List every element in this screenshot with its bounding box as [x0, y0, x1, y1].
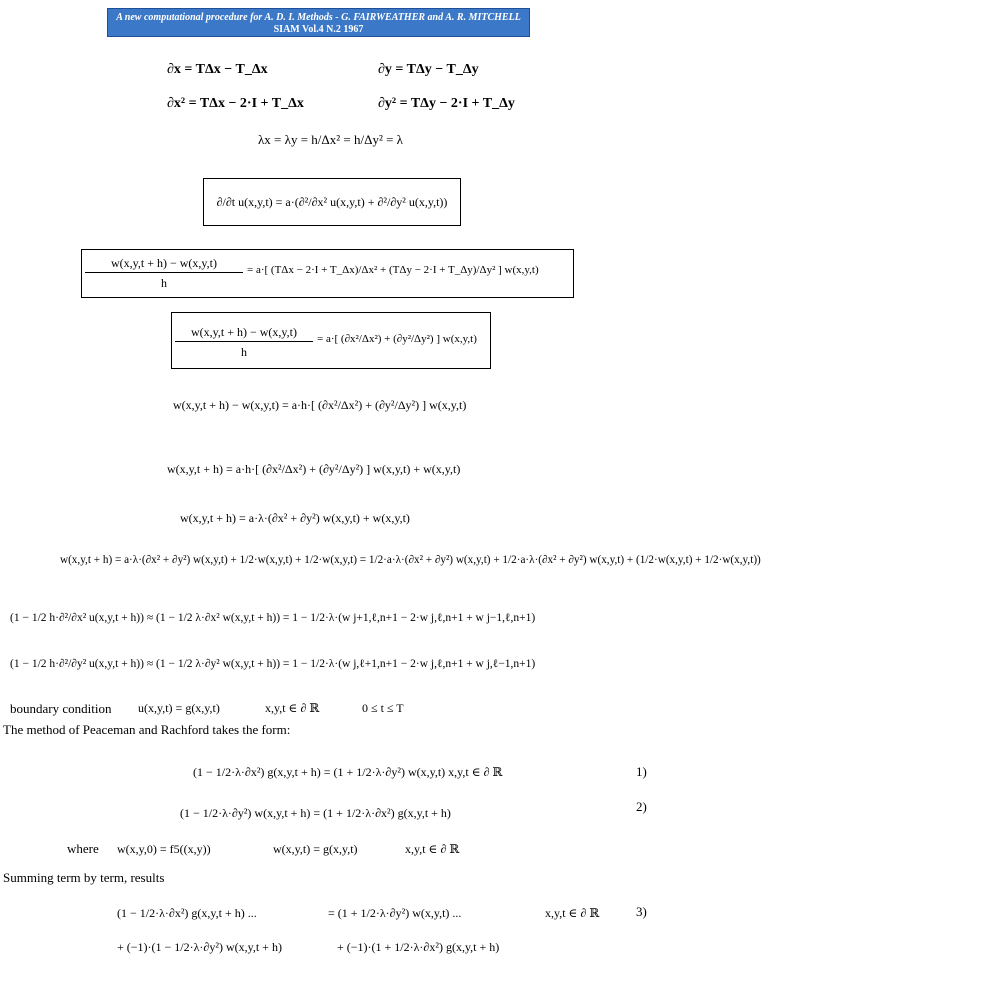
paper-reference: SIAM Vol.4 N.2 1967	[273, 24, 364, 35]
fraction-bar	[85, 272, 243, 273]
discretization-4: w(x,y,t + h) = a·h·[ (∂x²/Δx²) + (∂y²/Δy²) ] w(x,y,t) + w(x,y,t)	[167, 462, 461, 476]
lambda-definition: λx = λy = h/Δx² = h/Δy² = λ	[258, 132, 403, 147]
operator-dx: ∂x = TΔx − T_Δx	[167, 62, 268, 77]
equation-number-2: 2)	[636, 799, 647, 814]
difference-numerator: w(x,y,t + h) − w(x,y,t)	[111, 256, 217, 270]
summing-line2-left: + (−1)·(1 − 1/2·λ·∂y²) w(x,y,t + h)	[117, 940, 282, 954]
difference-denominator-2: h	[241, 345, 247, 359]
operator-expansion: = a·[ (TΔx − 2·I + T_Δx)/Δx² + (TΔy − 2·I + T_Δy)/Δy² ] w(x,y,t)	[247, 264, 539, 276]
initial-condition: w(x,y,0) = f5((x,y))	[117, 842, 211, 856]
summing-line2-right: + (−1)·(1 + 1/2·λ·∂x²) g(x,y,t + h)	[337, 940, 500, 954]
heat-equation: ∂/∂t u(x,y,t) = a·(∂²/∂x² u(x,y,t) + ∂²/∂y² u(x,y,t))	[216, 195, 448, 209]
summing-domain: x,y,t ∈ ∂ ℝ	[545, 906, 600, 920]
operator-dx2: ∂x² = TΔx − 2·I + T_Δx	[167, 96, 304, 111]
difference-denominator: h	[161, 276, 167, 290]
approximation-x: (1 − 1/2 h·∂²/∂x² u(x,y,t + h)) ≈ (1 − 1/2 λ·∂x² w(x,y,t + h)) = 1 − 1/2·λ·(w j+1,ℓ,n+1 − 2·w j,ℓ,n+1 + w j−1,ℓ,n+1)	[10, 612, 536, 624]
discretization-5: w(x,y,t + h) = a·λ·(∂x² + ∂y²) w(x,y,t) + w(x,y,t)	[180, 511, 410, 525]
equation-number-1: 1)	[636, 764, 647, 779]
paper-title-banner	[107, 8, 530, 37]
boundary-range: 0 ≤ t ≤ T	[362, 701, 404, 715]
discretization-6: w(x,y,t + h) = a·λ·(∂x² + ∂y²) w(x,y,t) + 1/2·w(x,y,t) + 1/2·w(x,y,t) = 1/2·a·λ·(∂x² + ∂y²) w(x,y,t) + 1/2·a·λ·(∂x² + ∂y²) w(x,y,t) + (1/2·w(x,y,t) + 1/2·w(x,y,t))	[60, 554, 761, 566]
boundary-assignment-domain: x,y,t ∈ ∂ ℝ	[405, 842, 460, 856]
operator-dy2: ∂y² = TΔy − 2·I + T_Δy	[378, 96, 515, 111]
discretization-box-2	[171, 312, 491, 369]
peaceman-intro: The method of Peaceman and Rachford takes the form:	[3, 722, 291, 737]
boundary-assignment: w(x,y,t) = g(x,y,t)	[273, 842, 358, 856]
method-equation-2: (1 − 1/2·λ·∂y²) w(x,y,t + h) = (1 + 1/2·λ·∂x²) g(x,y,t + h)	[180, 806, 451, 820]
heat-equation-box	[203, 178, 461, 226]
boundary-label: boundary condition	[10, 701, 112, 716]
boundary-domain: x,y,t ∈ ∂ ℝ	[265, 701, 320, 715]
operator-dy: ∂y = TΔy − T_Δy	[378, 62, 479, 77]
boundary-equation: u(x,y,t) = g(x,y,t)	[138, 701, 220, 715]
summing-line1-right: = (1 + 1/2·λ·∂y²) w(x,y,t) ...	[328, 906, 462, 920]
equation-number-3: 3)	[636, 904, 647, 919]
difference-numerator-2: w(x,y,t + h) − w(x,y,t)	[191, 325, 297, 339]
method-equation-1: (1 − 1/2·λ·∂x²) g(x,y,t + h) = (1 + 1/2·λ·∂y²) w(x,y,t) x,y,t ∈ ∂ ℝ	[193, 765, 503, 779]
paper-title: A new computational procedure for A. D. I. Methods - G. FAIRWEATHER and A. R. MITCHELL	[116, 12, 521, 23]
discretization-3: w(x,y,t + h) − w(x,y,t) = a·h·[ (∂x²/Δx²) + (∂y²/Δy²) ] w(x,y,t)	[173, 398, 467, 412]
approximation-y: (1 − 1/2 h·∂²/∂y² u(x,y,t + h)) ≈ (1 − 1/2 λ·∂y² w(x,y,t + h)) = 1 − 1/2·λ·(w j,ℓ+1,n+1 − 2·w j,ℓ,n+1 + w j,ℓ−1,n+1)	[10, 658, 536, 670]
summing-line1-left: (1 − 1/2·λ·∂x²) g(x,y,t + h) ...	[117, 906, 257, 920]
summing-intro: Summing term by term, results	[3, 870, 165, 885]
discretization-box-1	[81, 249, 574, 298]
operator-form: = a·[ (∂x²/Δx²) + (∂y²/Δy²) ] w(x,y,t)	[317, 333, 477, 345]
fraction-bar-2	[175, 341, 313, 342]
where-label: where	[67, 841, 99, 856]
